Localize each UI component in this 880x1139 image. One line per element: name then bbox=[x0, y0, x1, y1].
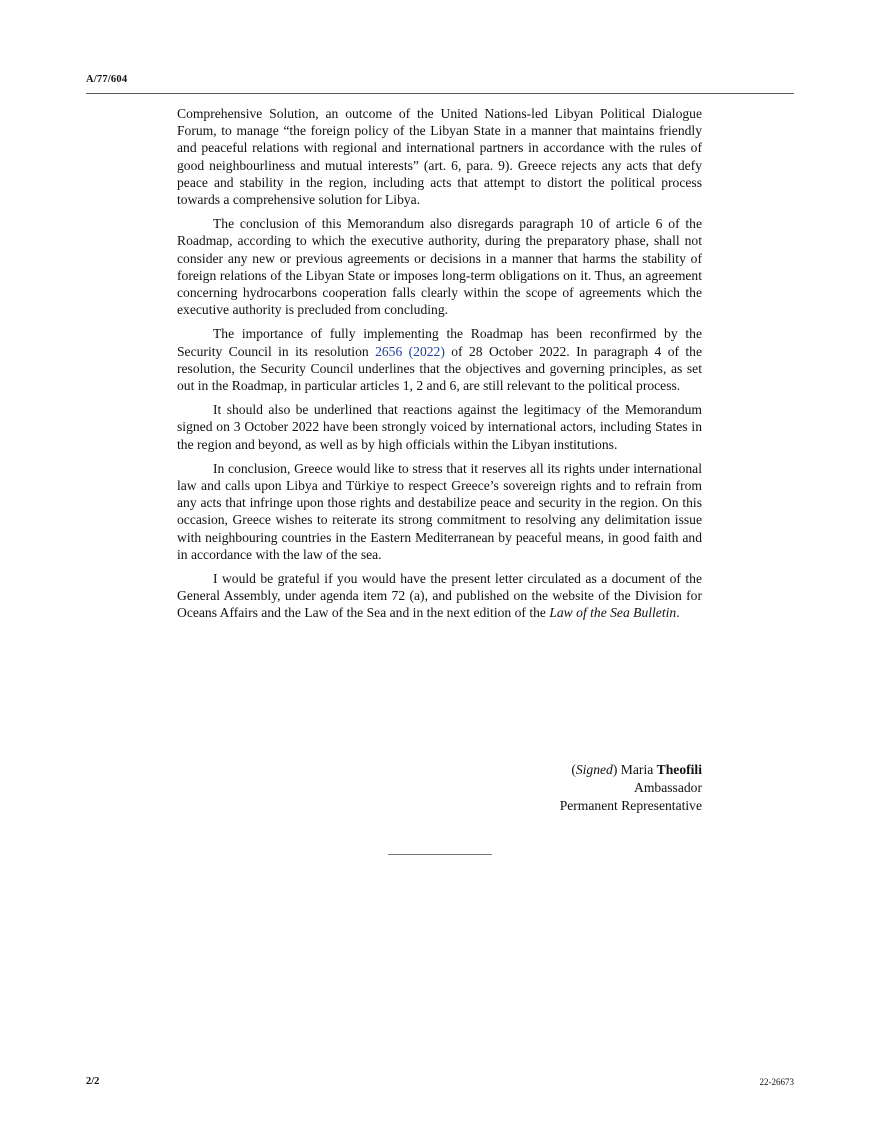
signature-line: (Signed) Maria Theofili bbox=[571, 762, 702, 777]
bulletin-title: Law of the Sea Bulletin bbox=[549, 605, 677, 621]
signatory-role: Permanent Representative bbox=[559, 798, 702, 813]
letter-body bbox=[177, 105, 702, 629]
paragraph-3-text-end: of 28 October 2022. In paragraph 4 of the resolution, the Security Council underlines that the objectives and governing principles, as set out in the Roadmap, in particular articles 1, 2 and 6, are still relevant to the political process. bbox=[177, 343, 703, 394]
job-number: 22-26673 bbox=[759, 1077, 794, 1087]
paragraph-6 bbox=[177, 570, 702, 622]
signatory-last-name: Theofili bbox=[656, 762, 702, 777]
paragraph-1: Comprehensive Solution, an outcome of the United Nations-led Libyan Political Dialogue Forum, to manage “the foreign policy of the Libyan State in a manner that maintains friendly and peaceful relations with regional and international partners in accordance with the rules of good neighbourliness and mutual interests” (art. 6, para. 9). Greece rejects any acts that defy peace and stability in the region, including acts that attempt to distort the political process towards a comprehensive solution for Libya. bbox=[177, 106, 702, 208]
signed-label: Signed bbox=[575, 762, 613, 777]
resolution-link[interactable]: 2656 (2022) bbox=[375, 343, 445, 359]
paragraph-6-end: . bbox=[676, 605, 680, 621]
header-divider bbox=[86, 93, 794, 94]
end-of-document-rule bbox=[388, 854, 492, 855]
paragraph-2: The conclusion of this Memorandum also disregards paragraph 10 of article 6 of the Roadmap, according to which the executive authority, during the preparatory phase, shall not consider any new or previous agreements or decisions in a manner that harms the stability of foreign relations of the Libyan State or imposes long-term obligations on it. Thus, an agreement concerning hydrocarbons cooperation falls clearly within the scope of agreements which the executive authority is precluded from concluding. bbox=[177, 216, 702, 318]
signature-block bbox=[450, 761, 702, 815]
signatory-first-name: Maria bbox=[620, 762, 654, 777]
signatory-title: Ambassador bbox=[634, 780, 702, 795]
paragraph-3-text-start: The importance of fully implementing the Roadmap has been reconfirmed by the Security Council in its resolution bbox=[177, 326, 702, 359]
paragraph-5: In conclusion, Greece would like to stress that it reserves all its rights under international law and calls upon Libya and Türkiye to respect Greece’s sovereign rights and to refrain from any acts that infringe upon those rights and destabilize peace and security in the region. On this occasion, Greece wishes to reiterate its strong commitment to resolving any delimitation issue with neighbouring countries in the Eastern Mediterranean by peaceful means, in good faith and in accordance with the law of the sea. bbox=[177, 460, 702, 562]
paragraph-4: It should also be underlined that reactions against the legitimacy of the Memorandum signed on 3 October 2022 have been strongly voiced by international actors, including States in the region and beyond, as well as by high officials within the Libyan institutions. bbox=[177, 402, 702, 452]
paragraph-6-text: I would be grateful if you would have the present letter circulated as a document of the General Assembly, under agenda item 72 (a), and published on the website of the Division for Oceans Affairs and the Law of the Sea and in the next edition of the bbox=[177, 571, 702, 621]
document-symbol: A/77/604 bbox=[86, 74, 128, 85]
paragraph-3 bbox=[177, 325, 702, 394]
page-number: 2/2 bbox=[86, 1076, 100, 1087]
